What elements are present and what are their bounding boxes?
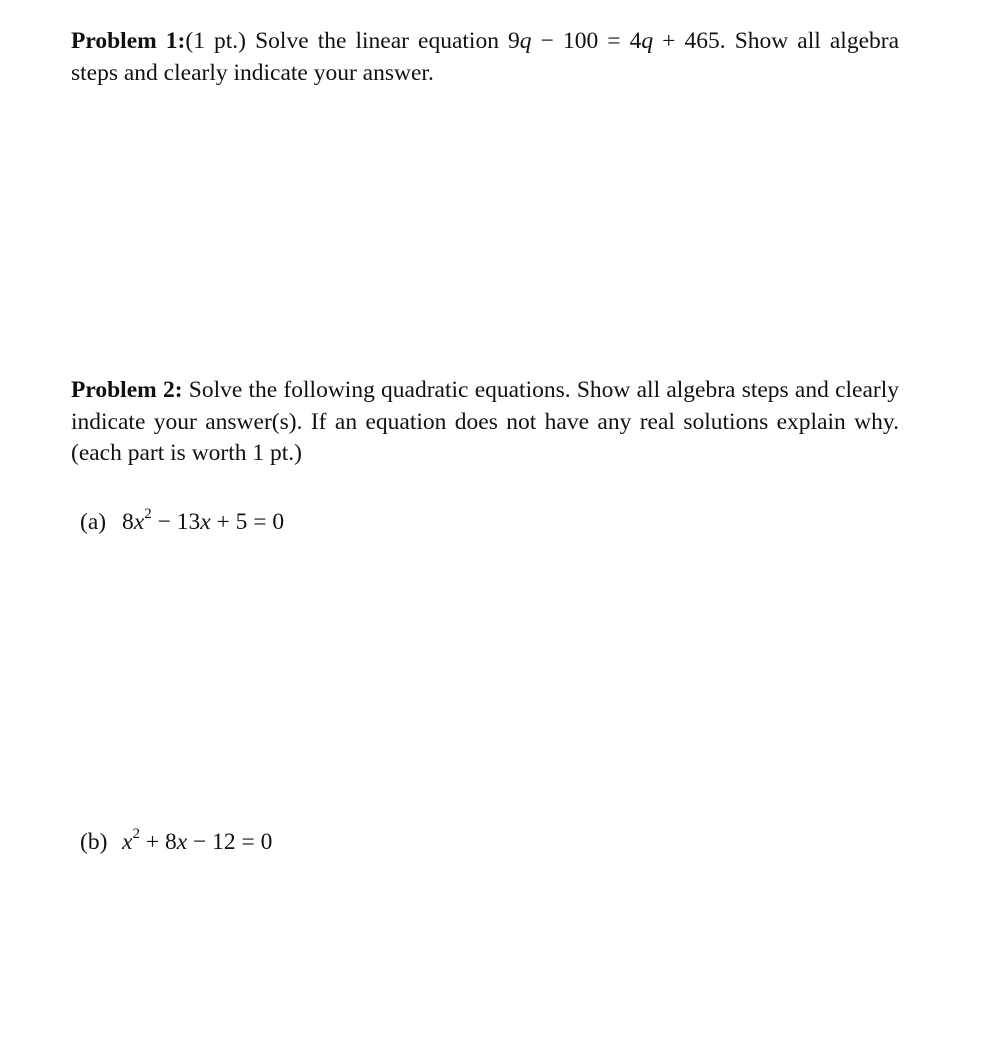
- part-b-exponent: 2: [132, 826, 140, 843]
- eq-coef-1: 9: [508, 28, 520, 54]
- part-b-equation: [122, 826, 273, 855]
- part-a-var: x: [133, 509, 145, 535]
- problem-2-part-b: [80, 827, 272, 858]
- eq-var-2: q: [641, 28, 654, 54]
- eq-op-2: + 465: [653, 28, 720, 54]
- problem-2-heading: Problem 2:: [71, 377, 183, 403]
- part-a-var-2: x: [200, 509, 211, 535]
- problem-1-rest: . Show all algebra steps and clearly indicate your answer.: [71, 28, 900, 86]
- part-b-var: x: [122, 829, 133, 855]
- part-b-var-2: x: [176, 829, 188, 855]
- problem-1: [71, 26, 899, 89]
- eq-var-1: q: [519, 28, 532, 54]
- eq-op-1: − 100 =: [531, 28, 630, 54]
- eq-coef-2: 4: [629, 28, 642, 54]
- part-a-label: (a): [80, 509, 107, 535]
- problem-2-text: Solve the following quadratic equations. Show all algebra steps and clearly indicate your answer(s). If an equation does not have any real solutions explain why. (each part is worth 1 pt.): [71, 377, 899, 466]
- part-b-middle: + 8: [139, 829, 177, 855]
- part-a-tail: + 5 = 0: [210, 509, 285, 535]
- problem-2: [71, 375, 899, 470]
- problem-1-points: (1 pt.): [185, 28, 247, 54]
- part-a-equation: [122, 506, 285, 535]
- problem-1-heading: Problem 1:: [71, 28, 186, 54]
- part-a-exponent: 2: [144, 506, 152, 523]
- problem-2-part-a: [80, 507, 284, 538]
- part-b-tail: − 12 = 0: [187, 829, 273, 855]
- problem-1-equation: [508, 28, 720, 54]
- problem-1-intro: Solve the linear equation: [255, 28, 499, 54]
- part-b-label: (b): [80, 829, 108, 855]
- part-a-middle: − 13: [151, 509, 201, 535]
- part-a-coef: 8: [122, 509, 134, 535]
